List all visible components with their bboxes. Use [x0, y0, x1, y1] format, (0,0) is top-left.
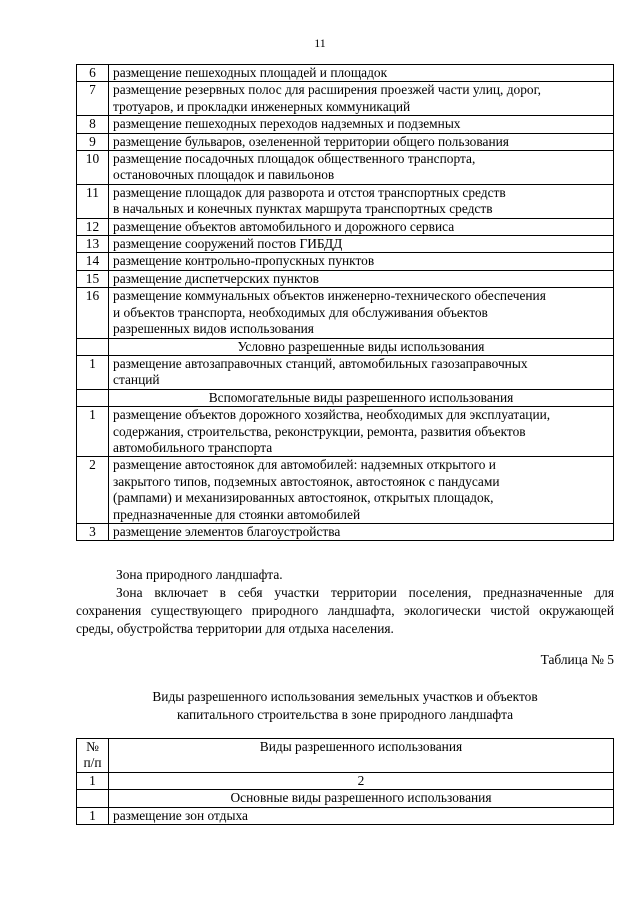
- row-text-line: размещение площадок для разворота и отстоя транспортных средств: [113, 184, 506, 200]
- row-text-line: предназначенные для стоянки автомобилей: [113, 506, 361, 522]
- row-text-line: Условно разрешенные виды использования: [237, 338, 485, 354]
- table-heading-line-2: капитального строительства в зоне природного ландшафта: [176, 707, 514, 722]
- table-heading-line-1: Виды разрешенного использования земельных участков и объектов: [152, 689, 538, 704]
- row-number: 10: [77, 151, 109, 185]
- row-text-line: автомобильного транспорта: [113, 439, 273, 455]
- section-number-cell: [77, 790, 109, 807]
- row-text-line: и объектов транспорта, необходимых для обслуживания объектов: [113, 304, 488, 320]
- row-text-line: тротуаров, и прокладки инженерных коммуникаций: [113, 98, 411, 114]
- row-number: 16: [77, 288, 109, 338]
- table-row: [77, 82, 614, 116]
- section-row: [77, 790, 614, 807]
- row-number: 13: [77, 236, 109, 253]
- row-text: [109, 133, 614, 150]
- row-text: [109, 184, 614, 218]
- row-number: [77, 389, 109, 406]
- table-header-row: [77, 739, 614, 773]
- table-row: [77, 253, 614, 270]
- table-row: [77, 407, 614, 457]
- row-text-line: размещение пешеходных переходов надземных и подземных: [113, 116, 461, 132]
- row-text: [109, 355, 614, 389]
- row-text-line: Вспомогательные виды разрешенного использования: [208, 389, 514, 405]
- table-row: [77, 65, 614, 82]
- row-number: 8: [77, 116, 109, 133]
- land-use-table-5: [76, 738, 614, 825]
- header-number-sign: №: [86, 739, 99, 754]
- row-number: 14: [77, 253, 109, 270]
- row-text-line: размещение пешеходных площадей и площадок: [113, 65, 388, 80]
- row-text-line: содержания, строительства, реконструкции, ремонта, развития объектов: [113, 423, 526, 439]
- zone-title: Зона природного ландшафта.: [116, 567, 283, 582]
- table-row: [77, 133, 614, 150]
- table-row: [77, 355, 614, 389]
- row-number: 9: [77, 133, 109, 150]
- table-row: [77, 184, 614, 218]
- row-text-line: закрытого типов, подземных автостоянок, автостоянок с пандусами: [113, 473, 500, 489]
- section-title: [109, 389, 614, 406]
- table-row: [77, 151, 614, 185]
- row-number: 2: [77, 457, 109, 524]
- table-row: [77, 288, 614, 338]
- row-text-line: размещение объектов автомобильного и дорожного сервиса: [113, 218, 455, 234]
- row-text: [109, 407, 614, 457]
- row-text: [109, 82, 614, 116]
- row-text-line: остановочных площадок и павильонов: [113, 167, 335, 183]
- page-number: 11: [314, 36, 326, 50]
- row-text-line: разрешенных видов использования: [113, 321, 314, 337]
- row-number: 11: [77, 184, 109, 218]
- land-use-table-continued: [76, 64, 614, 541]
- section-title: [109, 338, 614, 355]
- table-body: [77, 65, 614, 541]
- row-number: 3: [77, 523, 109, 540]
- table-caption: Таблица № 5: [540, 652, 614, 667]
- header-number-cell: [77, 739, 109, 773]
- row-text: [109, 116, 614, 133]
- section-row: [77, 338, 614, 355]
- row-text: размещение зон отдыха: [109, 807, 614, 824]
- table-row: [77, 116, 614, 133]
- row-text: [109, 218, 614, 235]
- table-row: [77, 457, 614, 524]
- row-text: [109, 523, 614, 540]
- table-row: [77, 523, 614, 540]
- row-number: 6: [77, 65, 109, 82]
- row-text-line: станций: [113, 372, 160, 388]
- zone-description: Зона включает в себя участки территории поселения, предназначенные для сохранения существующего природного ландшафта, экологически чистой окружающей среды, обустройства территории для отдыха населения.: [76, 585, 614, 636]
- column-index-row: [77, 772, 614, 789]
- row-text-line: размещение диспетчерских пунктов: [113, 270, 319, 286]
- table-row: [77, 236, 614, 253]
- row-number: 12: [77, 218, 109, 235]
- row-text-line: размещение сооружений постов ГИБДД: [113, 236, 343, 252]
- row-text: [109, 253, 614, 270]
- table-row: [77, 270, 614, 287]
- row-text: [109, 236, 614, 253]
- row-text-line: размещение элементов благоустройства: [113, 523, 341, 539]
- row-number: [77, 338, 109, 355]
- row-number: 1: [77, 407, 109, 457]
- row-text-line: размещение автостоянок для автомобилей: надземных открытого и: [113, 457, 496, 473]
- row-number: 1: [77, 355, 109, 389]
- row-number: 7: [77, 82, 109, 116]
- header-title-cell: Виды разрешенного использования: [109, 739, 614, 773]
- row-text-line: размещение бульваров, озелененной территории общего пользования: [113, 133, 509, 149]
- row-text-line: размещение контрольно-пропускных пунктов: [113, 253, 375, 269]
- section-title: Основные виды разрешенного использования: [109, 790, 614, 807]
- table-row: [77, 807, 614, 824]
- row-text-line: (рампами) и механизированных автостоянок, открытых площадок,: [113, 490, 494, 506]
- row-text: [109, 65, 614, 82]
- row-number: 1: [77, 807, 109, 824]
- row-text: [109, 151, 614, 185]
- row-text-line: размещение автозаправочных станций, автомобильных газозаправочных: [113, 355, 528, 371]
- header-number-abbrev: п/п: [83, 755, 102, 771]
- row-text-line: размещение посадочных площадок общественного транспорта,: [113, 151, 476, 167]
- row-text-line: в начальных и конечных пунктах маршрута транспортных средств: [113, 201, 493, 217]
- table-heading: [76, 688, 614, 724]
- column-index-1: 1: [77, 772, 109, 789]
- row-text: [109, 457, 614, 524]
- row-number: 15: [77, 270, 109, 287]
- section-row: [77, 389, 614, 406]
- row-text-line: размещение резервных полос для расширения проезжей части улиц, дорог,: [113, 82, 541, 98]
- row-text-line: размещение коммунальных объектов инженерно-технического обеспечения: [113, 288, 546, 304]
- table-row: [77, 218, 614, 235]
- row-text: [109, 270, 614, 287]
- row-text-line: размещение объектов дорожного хозяйства, необходимых для эксплуатации,: [113, 407, 551, 423]
- column-index-2: 2: [109, 772, 614, 789]
- row-text: [109, 288, 614, 338]
